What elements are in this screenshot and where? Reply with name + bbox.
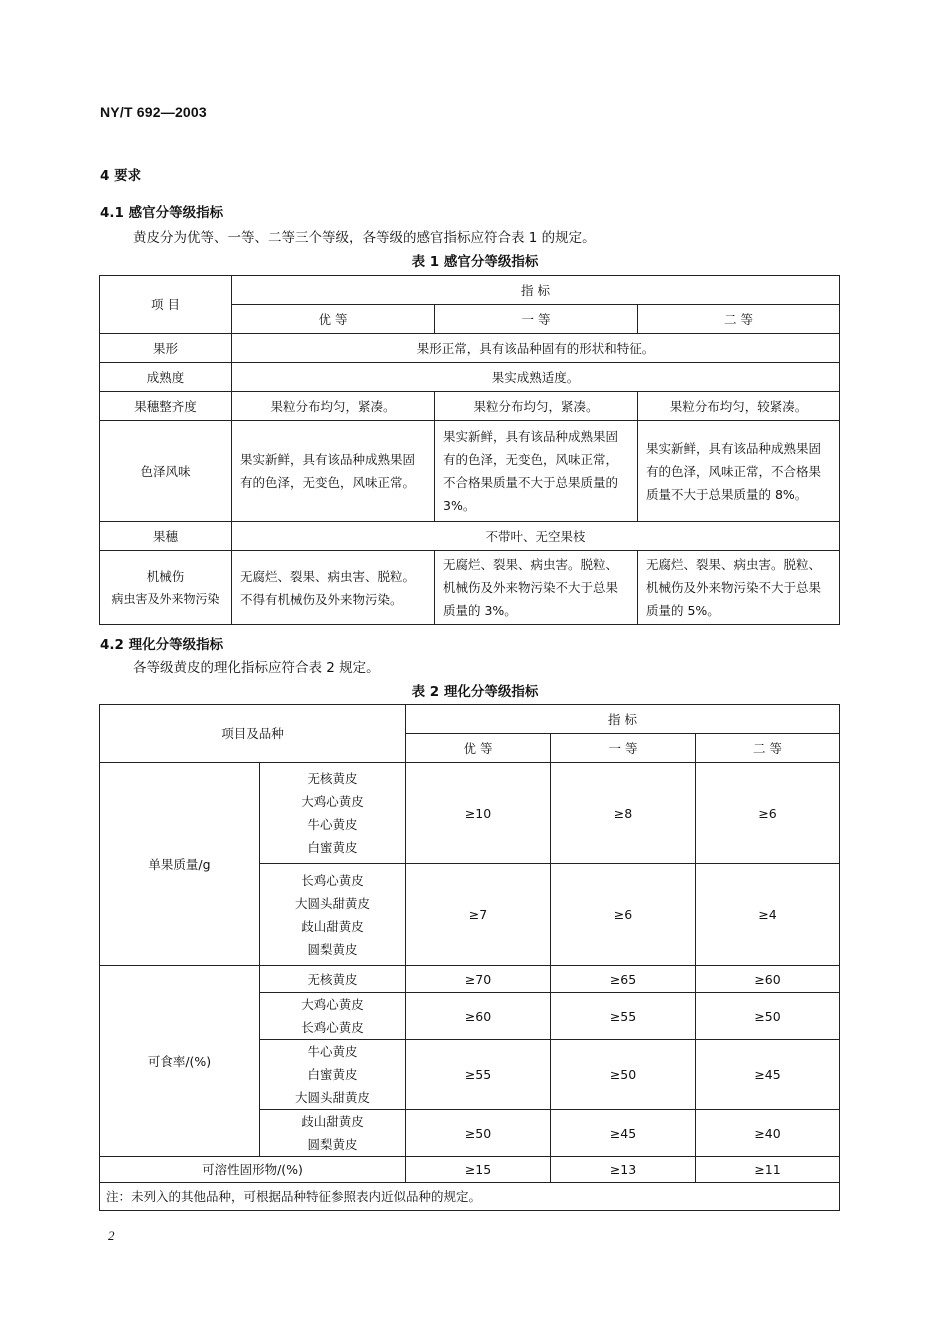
section-4-1-heading: 4.1 感官分等级指标: [100, 205, 224, 221]
variety-name: 圆梨黄皮: [307, 1137, 358, 1152]
table2-value: ≥40: [696, 1110, 840, 1157]
table2-group-label: 可溶性固形物/(%): [100, 1157, 406, 1183]
table2-value: ≥6: [696, 763, 840, 864]
variety-name: 大鸡心黄皮: [301, 794, 364, 809]
table1: [99, 275, 840, 625]
table2-value: ≥50: [406, 1110, 551, 1157]
variety-name: 歧山甜黄皮: [301, 1114, 364, 1129]
table1-row-label-line: 病虫害及外来物污染: [111, 591, 220, 606]
table2-value: ≥70: [406, 966, 551, 993]
table2-grade-header: 一 等: [551, 734, 696, 763]
section-4-1-paragraph: 黄皮分为优等、一等、二等三个等级，各等级的感官指标应符合表 1 的规定。: [133, 230, 596, 246]
table2-variety-list: [260, 763, 406, 864]
variety-name: 无核黄皮: [307, 971, 358, 987]
table1-cell: 果实新鲜，具有该品种成熟果固有的色泽，无变色，风味正常。: [232, 421, 435, 522]
table2-value: ≥6: [551, 864, 696, 966]
table2-grade-header: 二 等: [696, 734, 840, 763]
table1-indicator-header: 指 标: [232, 276, 840, 305]
variety-name: 歧山甜黄皮: [301, 918, 364, 934]
table2-value: ≥50: [551, 1040, 696, 1110]
table2-value: ≥7: [406, 864, 551, 966]
table1-row-label: 色泽风味: [100, 421, 232, 522]
table1-cell: 果实新鲜，具有该品种成熟果固有的色泽，无变色，风味正常，不合格果质量不大于总果质量的 3%。: [435, 421, 638, 522]
variety-name: 无核黄皮: [307, 771, 358, 786]
table2-value: ≥15: [406, 1157, 551, 1183]
table2-variety-list: [260, 993, 406, 1040]
variety-name: 长鸡心黄皮: [301, 872, 364, 888]
table2-indicator-header: 指 标: [406, 705, 840, 734]
table1-row-label-line: 机械伤: [146, 568, 185, 584]
variety-name: 牛心黄皮: [307, 1044, 358, 1059]
table2-variety-list: [260, 966, 406, 993]
table1-merged-cell: 果形正常，具有该品种固有的形状和特征。: [232, 334, 840, 363]
table1-cell: 无腐烂、裂果、病虫害、脱粒。不得有机械伤及外来物污染。: [232, 551, 435, 625]
table2: [99, 704, 840, 1211]
table2-note: 注：未列入的其他品种，可根据品种特征参照表内近似品种的规定。: [100, 1183, 840, 1211]
table1-cell: 无腐烂、裂果、病虫害。脱粒、机械伤及外来物污染不大于总果质量的 3%。: [435, 551, 638, 625]
variety-name: 牛心黄皮: [307, 817, 358, 832]
variety-name: 圆梨黄皮: [307, 941, 358, 957]
table2-grade-header: 优 等: [406, 734, 551, 763]
section-4-2-heading: 4.2 理化分等级指标: [100, 637, 224, 653]
table1-cell: 果粒分布均匀，紧凑。: [232, 392, 435, 421]
table2-item-header: 项目及品种: [100, 705, 406, 763]
table2-variety-list: [260, 864, 406, 966]
table1-cell: 果粒分布均匀，较紧凑。: [638, 392, 840, 421]
table2-value: ≥4: [696, 864, 840, 966]
table1-caption: 表 1 感官分等级指标: [411, 254, 539, 270]
page-number: 2: [108, 1228, 115, 1243]
table1-cell: 无腐烂、裂果、病虫害。脱粒、机械伤及外来物污染不大于总果质量的 5%。: [638, 551, 840, 625]
table1-item-header: 项 目: [100, 276, 232, 334]
table1-grade-header: 优 等: [232, 305, 435, 334]
variety-name: 大圆头甜黄皮: [295, 895, 371, 911]
table2-group-label: 可食率/(%): [100, 966, 260, 1157]
table2-value: ≥8: [551, 763, 696, 864]
variety-name: 白蜜黄皮: [307, 840, 358, 855]
variety-name: 白蜜黄皮: [307, 1067, 358, 1082]
table1-merged-cell: 果实成熟适度。: [232, 363, 840, 392]
table2-value: ≥50: [696, 993, 840, 1040]
table2-value: ≥10: [406, 763, 551, 864]
table1-grade-header: 二 等: [638, 305, 840, 334]
section-4-2-paragraph: 各等级黄皮的理化指标应符合表 2 规定。: [133, 660, 380, 676]
table1-grade-header: 一 等: [435, 305, 638, 334]
standard-code: NY/T 692—2003: [100, 104, 207, 120]
table2-variety-list: [260, 1040, 406, 1110]
table2-value: ≥45: [696, 1040, 840, 1110]
table1-cell: 果实新鲜，具有该品种成熟果固有的色泽，风味正常，不合格果质量不大于总果质量的 8%。: [638, 421, 840, 522]
table1-cell: 果粒分布均匀，紧凑。: [435, 392, 638, 421]
table2-value: ≥13: [551, 1157, 696, 1183]
table2-caption: 表 2 理化分等级指标: [411, 684, 539, 700]
table2-variety-list: [260, 1110, 406, 1157]
table1-row-label: 成熟度: [100, 363, 232, 392]
table1-merged-cell: 不带叶、无空果枝: [232, 522, 840, 551]
table2-value: ≥60: [406, 993, 551, 1040]
variety-name: 大圆头甜黄皮: [295, 1090, 371, 1105]
table2-value: ≥60: [696, 966, 840, 993]
table1-row-label: 果形: [100, 334, 232, 363]
table2-group-label: 单果质量/g: [100, 763, 260, 966]
variety-name: 大鸡心黄皮: [301, 997, 364, 1012]
table2-value: ≥55: [406, 1040, 551, 1110]
table1-row-label: [100, 551, 232, 625]
table1-row-label: 果穗整齐度: [100, 392, 232, 421]
table2-value: ≥65: [551, 966, 696, 993]
table1-row-label: 果穗: [100, 522, 232, 551]
table2-value: ≥45: [551, 1110, 696, 1157]
table2-value: ≥55: [551, 993, 696, 1040]
variety-name: 长鸡心黄皮: [301, 1020, 364, 1035]
section-4-heading: 4 要求: [100, 168, 142, 184]
table2-value: ≥11: [696, 1157, 840, 1183]
